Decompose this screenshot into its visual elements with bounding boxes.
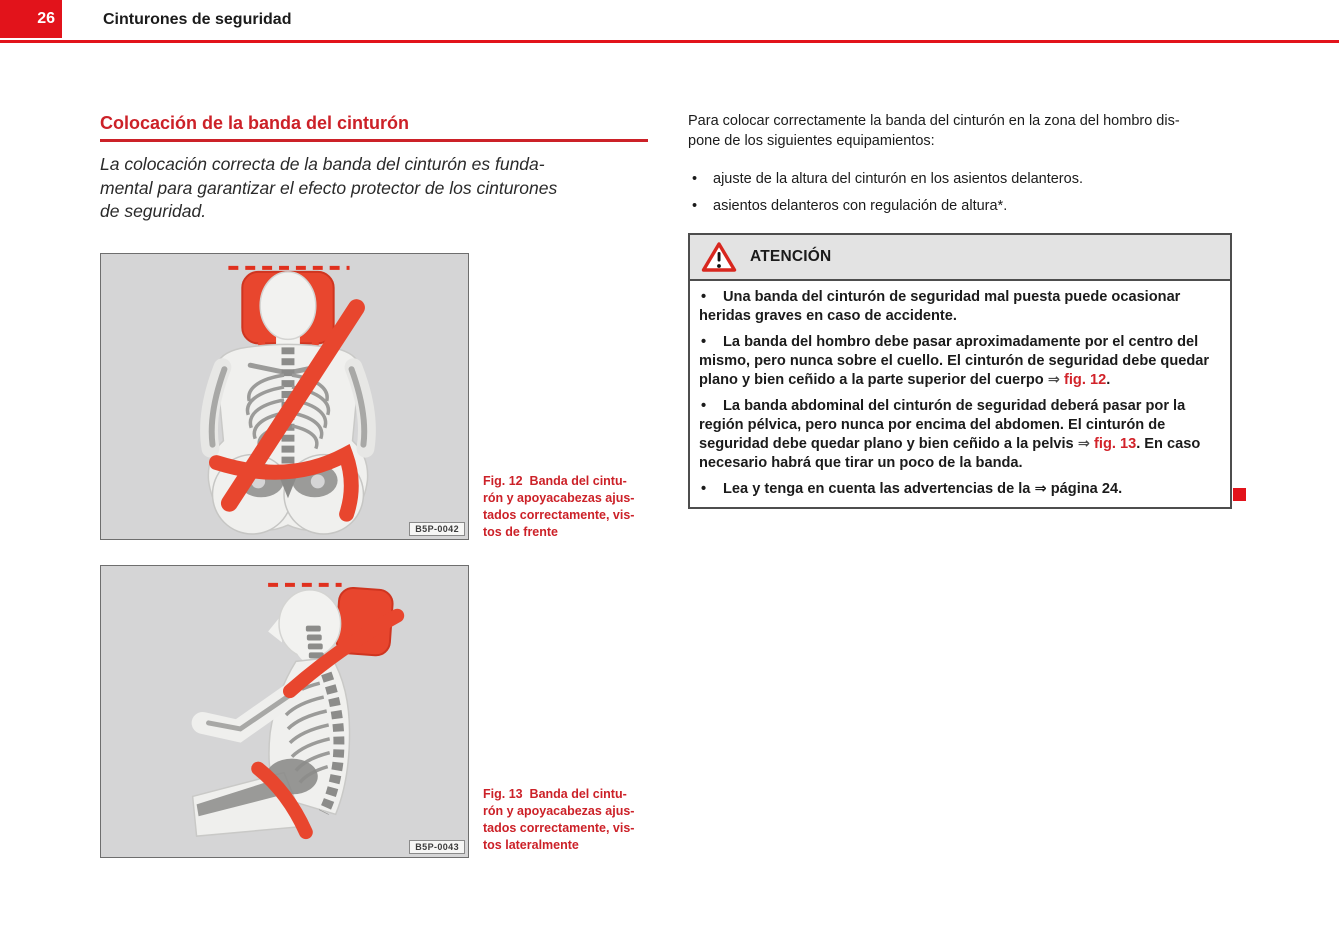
figure-13-caption: Fig. 13 Banda del cintu- rón y apoyacabezas ajus- tados correctamente, vis- tos lateralmente (483, 787, 635, 852)
warning-item (699, 397, 1221, 473)
warning-text: La banda del hombro debe pasar aproximadamente por el centro del mismo, pero nunca sobre el cuello. El cinturón de seguridad debe quedar plano y bien ceñido a la parte superior del cuerpo (699, 334, 1210, 388)
intro-paragraph: Para colocar correctamente la banda del cinturón en la zona del hombro dis- pone de los siguientes equipamientos: (688, 113, 1180, 149)
figure-12-caption: Fig. 12 Banda del cintu- rón y apoyacabezas ajus- tados correctamente, vis- tos de frente (483, 474, 635, 539)
warning-title: ATENCIÓN (750, 248, 832, 265)
bullet-glyph: • (701, 481, 707, 497)
seatbelt-side-view-illustration (101, 566, 468, 857)
warning-header (690, 235, 1230, 281)
section-title-rule (100, 139, 648, 142)
chapter-title: Cinturones de seguridad (103, 11, 292, 28)
equipment-bullet-item: • asientos delanteros con regulación de altura*. (688, 197, 1244, 216)
bullet-glyph: • (692, 198, 698, 214)
warning-text: La banda abdominal del cinturón de seguridad deberá pasar por la región pélvica, pero nunca por encima del abdomen. El cinturón de seguridad debe quedar plano y bien ceñido a la pelvis (699, 398, 1186, 452)
seatbelt-front-view-illustration (101, 254, 468, 539)
figure-12-image (100, 253, 469, 540)
header-rule (0, 40, 1339, 43)
warning-text: Una banda del cinturón de seguridad mal puesta puede ocasionar heridas graves en caso de accidente. (699, 289, 1181, 324)
warning-text: . En caso necesario habrá que tirar un poco de la banda. (699, 436, 1201, 471)
warning-item (699, 480, 1221, 499)
warning-box (688, 233, 1232, 509)
page-number-badge: 26 (0, 0, 62, 38)
equipment-bullet-list (688, 170, 1244, 224)
warning-text: . (1106, 372, 1111, 388)
figure-reference-link[interactable]: fig. 12 (1064, 372, 1107, 388)
figure-reference-link[interactable]: fig. 13 (1094, 436, 1137, 452)
section-title: Colocación de la banda del cinturón (100, 113, 410, 133)
lead-paragraph: La colocación correcta de la banda del cinturón es funda- mental para garantizar el efecto protector de los cinturones de seguridad. (100, 154, 558, 221)
warning-text: Lea y tenga en cuenta las advertencias de la ⇒ página 24. (723, 481, 1123, 497)
section-end-marker (1233, 488, 1246, 501)
warning-item (699, 333, 1221, 390)
figure-13-code: B5P-0043 (409, 840, 465, 854)
figure-13-image (100, 565, 469, 858)
warning-item (699, 288, 1221, 326)
bullet-glyph: • (692, 171, 698, 187)
equipment-bullet-item: • ajuste de la altura del cinturón en los asientos delanteros. (688, 170, 1244, 189)
bullet-glyph: • (701, 289, 707, 305)
warning-triangle-icon (701, 241, 737, 273)
bullet-glyph: • (701, 398, 707, 414)
figure-12-code: B5P-0042 (409, 522, 465, 536)
warning-text: ⇒ (1077, 436, 1095, 452)
warning-text: ⇒ (1047, 372, 1065, 388)
warning-items (690, 281, 1230, 507)
bullet-glyph: • (701, 334, 707, 350)
